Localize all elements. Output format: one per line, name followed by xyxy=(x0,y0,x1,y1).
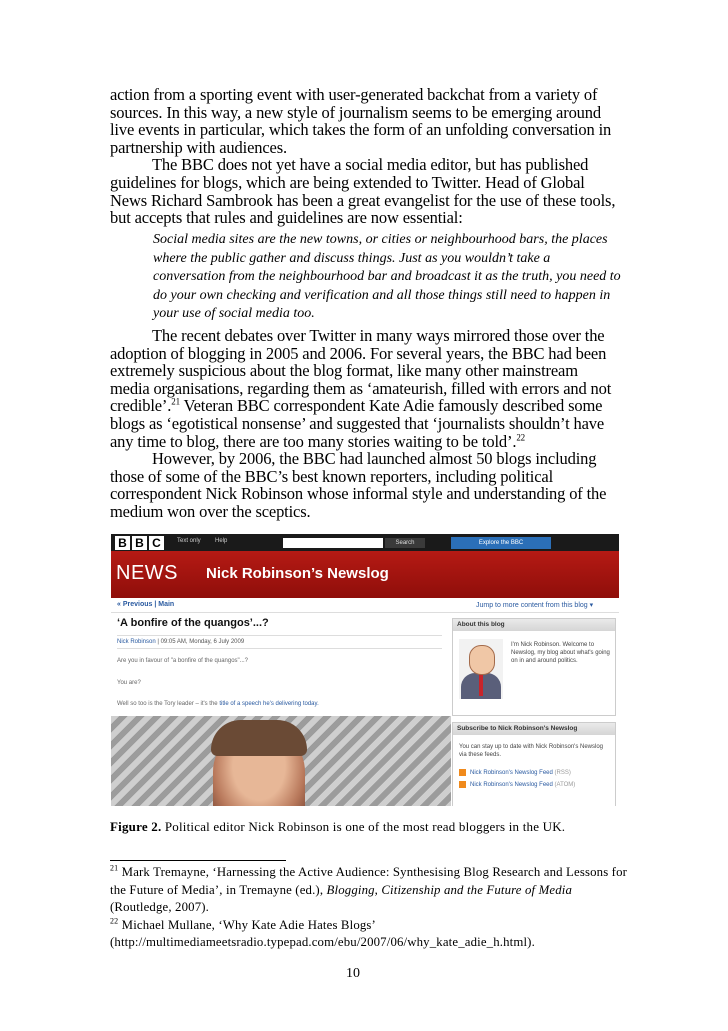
figure-bbc-newslog-screenshot xyxy=(111,534,619,806)
bbc-logo-letter: B xyxy=(115,536,130,550)
footnote-21-tail: (Routledge, 2007). xyxy=(110,900,210,914)
feed-atom xyxy=(459,781,575,788)
rss-icon xyxy=(459,781,466,788)
post-line-2: You are? xyxy=(117,680,141,686)
blog-subnav xyxy=(111,598,619,613)
bbc-top-bar xyxy=(111,534,619,551)
footnotes xyxy=(110,864,630,952)
paragraph-4: However, by 2006, the BBC had launched almost 50 blogs including those of some of the BBC’s best known reporters, including political correspondent Nick Robinson whose informal style and understanding of the medium won over the sceptics. xyxy=(110,449,607,521)
post-meta xyxy=(117,635,442,649)
footnote-ref-22[interactable]: 22 xyxy=(516,432,526,443)
news-label: NEWS xyxy=(116,562,178,584)
help-link: Help xyxy=(215,538,228,544)
bbc-logo-letter: B xyxy=(132,536,147,550)
speech-link: title of a speech he's delivering today. xyxy=(219,701,319,707)
body-text-bottom xyxy=(110,327,620,521)
news-banner xyxy=(111,551,619,598)
post-line-3-text: Well so too is the Tory leader – it's the xyxy=(117,701,220,707)
figure-caption xyxy=(110,819,565,835)
about-heading: About this blog xyxy=(453,619,615,631)
feed-atom-label: Nick Robinson's Newslog Feed xyxy=(470,782,553,789)
text-only-link: Text only xyxy=(177,538,201,544)
search-input xyxy=(283,538,383,548)
footnote-22-number: 22 xyxy=(110,916,119,926)
feed-atom-format: (ATOM) xyxy=(552,782,576,789)
about-box xyxy=(452,618,616,716)
feed-rss-label: Nick Robinson's Newslog Feed xyxy=(470,770,553,777)
jump-link: Jump to more content from this blog ▾ xyxy=(476,602,594,609)
subscribe-heading: Subscribe to Nick Robinson's Newslog xyxy=(453,723,615,735)
photo-hair xyxy=(211,720,307,756)
rss-icon xyxy=(459,769,466,776)
avatar xyxy=(459,639,503,699)
bbc-logo-letter: C xyxy=(149,536,164,550)
paragraph-3 xyxy=(110,327,620,450)
footnote-divider xyxy=(110,860,286,861)
body-text-top xyxy=(110,86,620,227)
caption-text: Political editor Nick Robinson is one of the most read bloggers in the UK. xyxy=(161,819,566,834)
cameron-photo xyxy=(111,716,451,806)
paragraph-1: action from a sporting event with user-generated backchat from a variety of sources. In this way, a new style of journalism seems to be emerging around live events in particular, which takes the form of an unfolding conversation in partnership with audiences. xyxy=(110,85,612,157)
feed-rss xyxy=(459,769,571,776)
footnote-21-number: 21 xyxy=(110,863,119,873)
subscribe-text: You can stay up to date with Nick Robinson's Newslog via these feeds. xyxy=(459,744,604,758)
explore-bbc-button: Explore the BBC xyxy=(451,537,551,549)
block-quote: Social media sites are the new towns, or cities or neighbourhood bars, the places where the public gather and discuss things. Just as you wouldn’t take a conversation from the neighbourhood bar and broadcast it as the truth, you need to do your own checking and verification and all those things still need to happen in your use of social media too. xyxy=(153,232,621,321)
avatar-face xyxy=(469,645,495,675)
search-button: Search xyxy=(385,538,425,548)
previous-main-links: « Previous | Main xyxy=(117,601,175,608)
feed-rss-format: (RSS) xyxy=(552,770,571,777)
footnote-ref-21[interactable]: 21 xyxy=(171,396,180,407)
post-line-3 xyxy=(117,701,319,707)
footnote-22-text: Michael Mullane, ‘Why Kate Adie Hates Blogs’ (http://multimediameetsradio.typepad.com/ebu/2007/06/why_kate_adie_h.html). xyxy=(110,917,535,949)
paragraph-3-part-a: The recent debates over Twitter in many ways mirrored those over the adoption of blogging in 2005 and 2006. For several years, the BBC had been extremely suspicious about the blog format, like many other mainstream media organisations, regarding them as ‘amateurish, filled with errors and not credible’. xyxy=(110,326,612,416)
paragraph-3-part-b: Veteran BBC correspondent Kate Adie famously described some blogs as ‘egotistical nonsense’ and suggested that ‘journalists shouldn’t have any time to blog, there are too many stories waiting to be told’. xyxy=(110,396,605,451)
subscribe-box xyxy=(452,722,616,806)
footnote-21-text: Mark Tremayne, ‘Harnessing the Active Audience: Synthesising Blog Research and Lessons for the Future of Media’, in Tremayne (ed.), xyxy=(110,865,628,897)
post-date: | 09:05 AM, Monday, 6 July 2009 xyxy=(155,639,245,645)
about-text: I'm Nick Robinson. Welcome to Newslog, my blog about what's going on in and around politics. xyxy=(511,642,610,664)
post-line-1: Are you in favour of "a bonfire of the quangos"...? xyxy=(117,658,249,664)
paragraph-2: The BBC does not yet have a social media editor, but has published guidelines for blogs, which are being extended to Twitter. Head of Global News Richard Sambrook has been a great evangelist for the use of these tools, but accepts that rules and guidelines are now essential: xyxy=(110,155,616,228)
footnote-22 xyxy=(110,917,630,952)
post-author: Nick Robinson xyxy=(117,639,156,645)
bbc-logo xyxy=(115,536,164,550)
page-number: 10 xyxy=(346,966,360,981)
caption-label: Figure 2. xyxy=(110,819,162,834)
blog-name: Nick Robinson’s Newslog xyxy=(206,565,389,582)
post-title: ‘A bonfire of the quangos’...? xyxy=(117,617,269,629)
footnote-21 xyxy=(110,864,630,917)
avatar-tie xyxy=(479,674,483,696)
footnote-21-title: Blogging, Citizenship and the Future of Media xyxy=(326,882,573,897)
